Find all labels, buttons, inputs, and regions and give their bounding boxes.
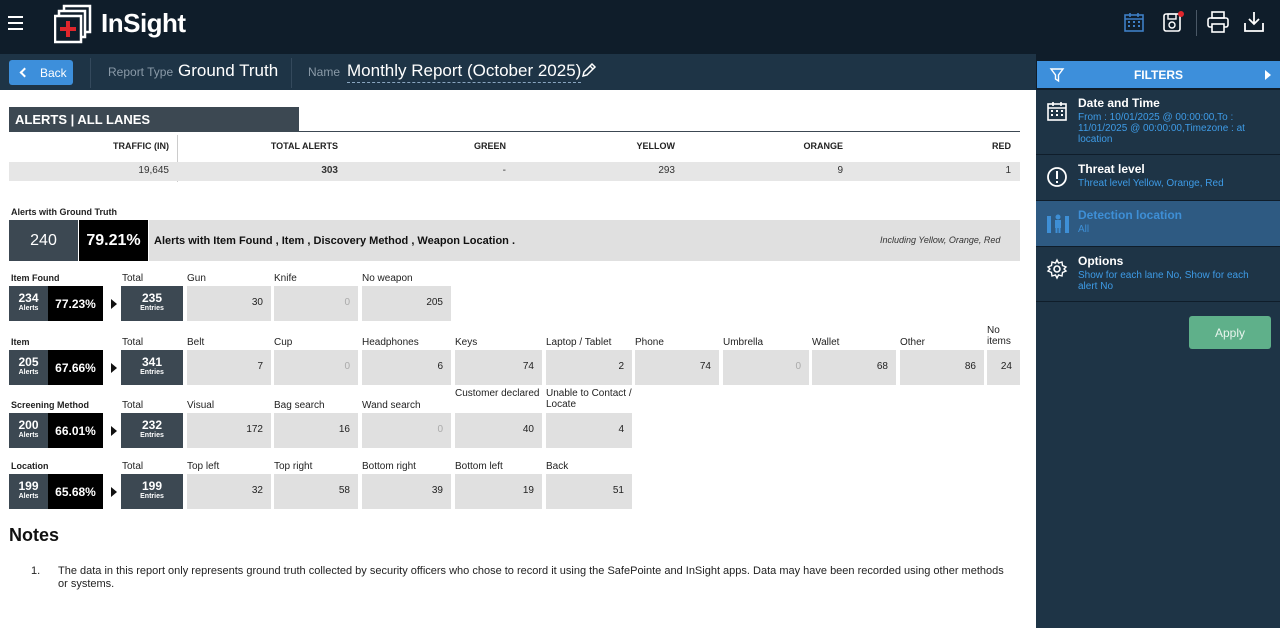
header-divider: [291, 58, 292, 88]
group-percent: 67.66%: [48, 350, 103, 385]
filter-detection-location[interactable]: [1036, 208, 1280, 235]
value-cell: 68: [812, 350, 896, 385]
top-bar: [0, 0, 1280, 54]
value-total-alerts: 303: [321, 165, 338, 176]
header-traffic: TRAFFIC (IN): [113, 141, 169, 151]
header-orange: ORANGE: [803, 141, 843, 151]
total-unit: Entries: [140, 305, 164, 312]
notes-title: Notes: [9, 525, 60, 545]
count-unit: Alerts: [18, 369, 39, 376]
header-red: RED: [991, 141, 1011, 151]
value-cell: 40: [455, 413, 542, 448]
value-cell: 0: [274, 286, 358, 321]
value-cell: 74: [635, 350, 719, 385]
value-cell: 0: [723, 350, 809, 385]
report-type-value: Ground Truth: [178, 61, 279, 80]
value-cell: 24: [987, 350, 1020, 385]
download-button[interactable]: [1239, 8, 1269, 36]
value-cell: 19: [455, 474, 542, 509]
play-arrow-icon[interactable]: [111, 487, 117, 497]
value-cell: 6: [362, 350, 451, 385]
gear-icon: [1046, 258, 1068, 285]
value-cell: 7: [187, 350, 271, 385]
filter-title: Threat level: [1078, 162, 1145, 176]
cell-label: Wand search: [362, 400, 421, 411]
apply-button[interactable]: Apply: [1189, 316, 1271, 349]
value-cell: 32: [187, 474, 271, 509]
funnel-icon: [1049, 67, 1065, 86]
filter-subtitle: Show for each lane No, Show for each alert No: [1078, 270, 1249, 292]
filters-header[interactable]: [1037, 61, 1280, 88]
cell-label: Other: [900, 337, 926, 348]
ground-truth-label: Alerts with Ground Truth: [11, 207, 117, 217]
toolbar-divider: [1196, 10, 1197, 36]
value-cell: 39: [362, 474, 451, 509]
report-type-label: Report Type: [108, 65, 174, 79]
filter-subtitle: All: [1078, 224, 1090, 235]
cell-label: Bag search: [274, 400, 325, 411]
group-alert-count: [9, 286, 48, 321]
header-total-alerts: TOTAL ALERTS: [270, 141, 338, 151]
walkthrough-icon: [1046, 212, 1070, 239]
save-report-icon: [1161, 10, 1185, 34]
cell-label: Laptop / Tablet: [546, 337, 612, 348]
calendar-button[interactable]: [1119, 8, 1149, 36]
group-alert-count: [9, 474, 48, 509]
edit-name-button[interactable]: [580, 61, 598, 84]
menu-icon[interactable]: [8, 16, 23, 30]
filter-title: Date and Time: [1078, 96, 1160, 110]
total-label: Total: [122, 461, 144, 472]
total-unit: Entries: [140, 432, 164, 439]
alert-circle-icon: [1046, 166, 1068, 193]
group-label: Item: [11, 337, 30, 347]
filter-divider: [1036, 301, 1280, 302]
value-cell: 205: [362, 286, 451, 321]
cell-label: Bottom right: [362, 461, 416, 472]
logo-icon: [54, 4, 94, 44]
filters-title: FILTERS: [1133, 67, 1184, 82]
cell-label: Back: [546, 461, 569, 472]
section-divider: [9, 131, 1020, 132]
note-number: 1.: [31, 565, 41, 577]
cell-label: Customer declared: [455, 388, 540, 399]
app-brand: InSight: [101, 8, 186, 38]
chevron-left-icon: [20, 68, 30, 78]
filter-divider: [1036, 246, 1280, 247]
total-label: Total: [122, 400, 144, 411]
total-value: 199: [141, 479, 163, 493]
header-divider: [90, 58, 91, 88]
group-label: Location: [11, 461, 49, 471]
report-name-value[interactable]: Monthly Report (October 2025): [347, 61, 581, 83]
play-arrow-icon[interactable]: [111, 426, 117, 436]
value-cell: 4: [546, 413, 632, 448]
total-value: 232: [141, 418, 163, 432]
collapse-arrow-icon[interactable]: [1265, 70, 1271, 80]
count-value: 205: [18, 355, 39, 369]
value-cell: 86: [900, 350, 984, 385]
value-cell: 0: [362, 413, 451, 448]
play-arrow-icon[interactable]: [111, 299, 117, 309]
filter-subtitle: Threat level Yellow, Orange, Red: [1078, 178, 1224, 189]
group-label: Screening Method: [11, 400, 90, 410]
play-arrow-icon[interactable]: [111, 363, 117, 373]
value-cell: 172: [187, 413, 271, 448]
cell-label: No items: [987, 325, 1011, 347]
filter-date-time[interactable]: [1036, 96, 1280, 145]
cell-label: Knife: [274, 273, 297, 284]
report-name-label: Name: [308, 65, 341, 79]
ground-truth-note: Including Yellow, Orange, Red: [880, 235, 1001, 245]
count-value: 199: [18, 479, 39, 493]
note-text: The data in this report only represents ground truth collected by security officers who chose to record it using the SafePointe and InSight apps. Data may have been recorded using other methods or systems.: [58, 565, 1004, 590]
back-button[interactable]: [9, 60, 73, 85]
cell-label: Cup: [274, 337, 293, 348]
cell-label: Top right: [274, 461, 313, 472]
group-total-entries: [121, 474, 183, 509]
value-yellow: 293: [658, 165, 675, 176]
cell-label: No weapon: [362, 273, 413, 284]
group-label: Item Found: [11, 273, 60, 283]
cell-label: Phone: [635, 337, 664, 348]
filter-divider: [1036, 154, 1280, 155]
value-cell: 0: [274, 350, 358, 385]
calendar-icon: [1046, 100, 1068, 127]
group-percent: 65.68%: [48, 474, 103, 509]
alerts-section-title: ALERTS | ALL LANES: [9, 107, 299, 132]
cell-label: Top left: [187, 461, 220, 472]
cell-label: Keys: [455, 337, 478, 348]
group-alert-count: [9, 413, 48, 448]
total-label: Total: [122, 273, 144, 284]
pencil-icon: [580, 61, 598, 79]
group-percent: 66.01%: [48, 413, 103, 448]
value-cell: 2: [546, 350, 632, 385]
cell-label: Wallet: [812, 337, 840, 348]
count-value: 200: [18, 418, 39, 432]
value-orange: 9: [837, 165, 843, 176]
ground-truth-description-text: Alerts with Item Found , Item , Discovery Method , Weapon Location .: [154, 234, 516, 247]
count-unit: Alerts: [18, 305, 39, 312]
cell-label: Belt: [187, 337, 205, 348]
back-button-label: Back: [40, 65, 67, 80]
ground-truth-percent: 79.21%: [79, 220, 148, 261]
cell-label: Umbrella: [723, 337, 764, 348]
value-cell: 74: [455, 350, 542, 385]
value-cell: 30: [187, 286, 271, 321]
total-unit: Entries: [140, 493, 164, 500]
count-unit: Alerts: [18, 432, 39, 439]
total-value: 341: [141, 355, 163, 369]
filter-threat-level[interactable]: [1036, 162, 1280, 189]
filter-title: Options: [1078, 254, 1124, 268]
value-cell: 16: [274, 413, 358, 448]
count-value: 234: [18, 291, 39, 305]
cell-label: Gun: [187, 273, 206, 284]
filter-subtitle: From : 10/01/2025 @ 00:00:00,To : 11/01/2025 @ 00:00:00,Timezone : at location: [1078, 112, 1245, 145]
value-cell: 58: [274, 474, 358, 509]
print-button[interactable]: [1203, 8, 1233, 36]
filter-options[interactable]: [1036, 254, 1280, 292]
total-label: Total: [122, 337, 144, 348]
filter-title: Detection location: [1078, 208, 1183, 222]
group-alert-count: [9, 350, 48, 385]
group-total-entries: [121, 286, 183, 321]
cell-label: Headphones: [362, 337, 419, 348]
download-icon: [1242, 11, 1266, 33]
group-total-entries: [121, 413, 183, 448]
saved-reports-button[interactable]: [1158, 8, 1188, 36]
ground-truth-count: 240: [9, 220, 78, 261]
calendar-icon: [1123, 11, 1145, 33]
cell-label: Bottom left: [455, 461, 503, 472]
value-traffic: 19,645: [138, 165, 169, 176]
header-green: GREEN: [473, 141, 506, 151]
cell-label: Unable to Contact / Locate: [546, 388, 632, 410]
value-red: 1: [1005, 165, 1011, 176]
total-unit: Entries: [140, 369, 164, 376]
count-unit: Alerts: [18, 493, 39, 500]
print-icon: [1206, 11, 1230, 33]
group-total-entries: [121, 350, 183, 385]
total-value: 235: [141, 291, 163, 305]
group-percent: 77.23%: [48, 286, 103, 321]
cell-label: Visual: [187, 400, 215, 411]
value-green: -: [502, 165, 506, 176]
value-cell: 51: [546, 474, 632, 509]
header-yellow: YELLOW: [636, 141, 675, 151]
